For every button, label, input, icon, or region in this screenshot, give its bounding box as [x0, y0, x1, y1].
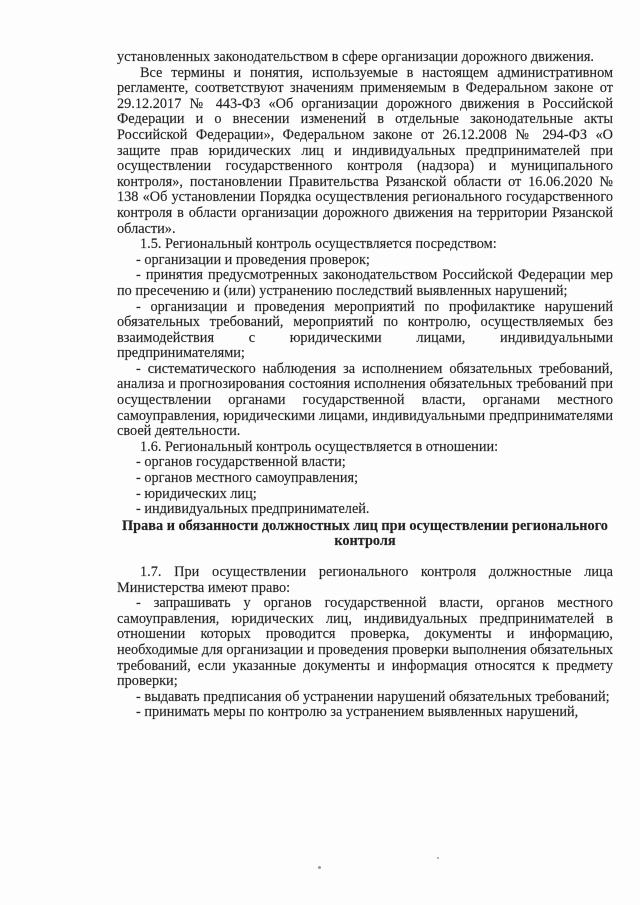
paragraph-1-7: 1.7. При осуществлении регионального контроля должностные лица Министерства имеют право:	[117, 564, 613, 596]
scan-speck	[437, 857, 439, 859]
list-item-1-6-d: - индивидуальных предпринимателей.	[136, 501, 370, 518]
list-item-1-6-a: - органов государственной власти;	[136, 454, 346, 471]
list-item-1-5-c: - организации и проведения мероприятий по профилактике нарушений обязательных требований, мероприятий по контролю, осуществляемых без взаимодействия с юридическими лицами, индивидуальными предпринимателями;	[117, 298, 613, 362]
paragraph-terms: Все термины и понятия, используемые в настоящем административном регламенте, соответствуют значениям применяемым в Федеральном законе от 29.12.2017 № 443-ФЗ «Об организации дорожного движения в Российской Федерации и о внесении изменений в отдельные законодательные акты Российской Федерации», Федеральном законе от 26.12.2008 № 294-ФЗ «О защите прав юридических лиц и индивидуальных предпринимателей при осуществлении государственного контроля (надзора) и муниципального контроля», постановлении Правительства Рязанской области от 16.06.2020 № 138 «Об установлении Порядка осуществления регионального государственного контроля в области организации дорожного движения на территории Рязанской области».	[117, 64, 613, 237]
scan-speck	[318, 866, 321, 869]
document-text	[117, 50, 613, 721]
list-item-1-7-a: - запрашивать у органов государственной власти, органов местного самоуправления, юридических лиц, индивидуальных предпринимателей в отношении которых проводится проверка, документы и информацию, необходимые для организации и проведения проверки выполнения обязательных требований, если указанные документы и информация относятся к предмету проверки;	[117, 595, 613, 690]
list-item-1-6-c: - юридических лиц;	[136, 485, 257, 502]
list-item-1-7-c: - принимать меры по контролю за устранением выявленных нарушений,	[136, 704, 579, 721]
paragraph-continuation: установленных законодательством в сфере организации дорожного движения.	[117, 49, 595, 65]
list-item-1-5-b: - принятия предусмотренных законодательством Российской Федерации мер по пресечению и (или) устранению последствий выявленных нарушений;	[117, 267, 613, 299]
list-item-1-5-a: - организации и проведения проверок;	[136, 251, 370, 268]
list-item-1-5-d: - систематического наблюдения за исполнением обязательных требований, анализа и прогнозирования состояния исполнения обязательных требований при осуществлении органами государственной власти, органами местного самоуправления, юридическими лицами, индивидуальными предпринимателями своей деятельности.	[117, 360, 613, 440]
paragraph-1-5: 1.5. Региональный контроль осуществляется посредством:	[140, 236, 497, 253]
list-item-1-7-b: - выдавать предписания об устранении нарушений обязательных требований;	[136, 688, 610, 705]
list-item-1-6-b: - органов местного самоуправления;	[136, 470, 359, 487]
paragraph-1-6: 1.6. Региональный контроль осуществляется в отношении:	[140, 438, 499, 455]
section-heading: Права и обязанности должностных лиц при осуществлении регионального контроля	[122, 517, 608, 550]
